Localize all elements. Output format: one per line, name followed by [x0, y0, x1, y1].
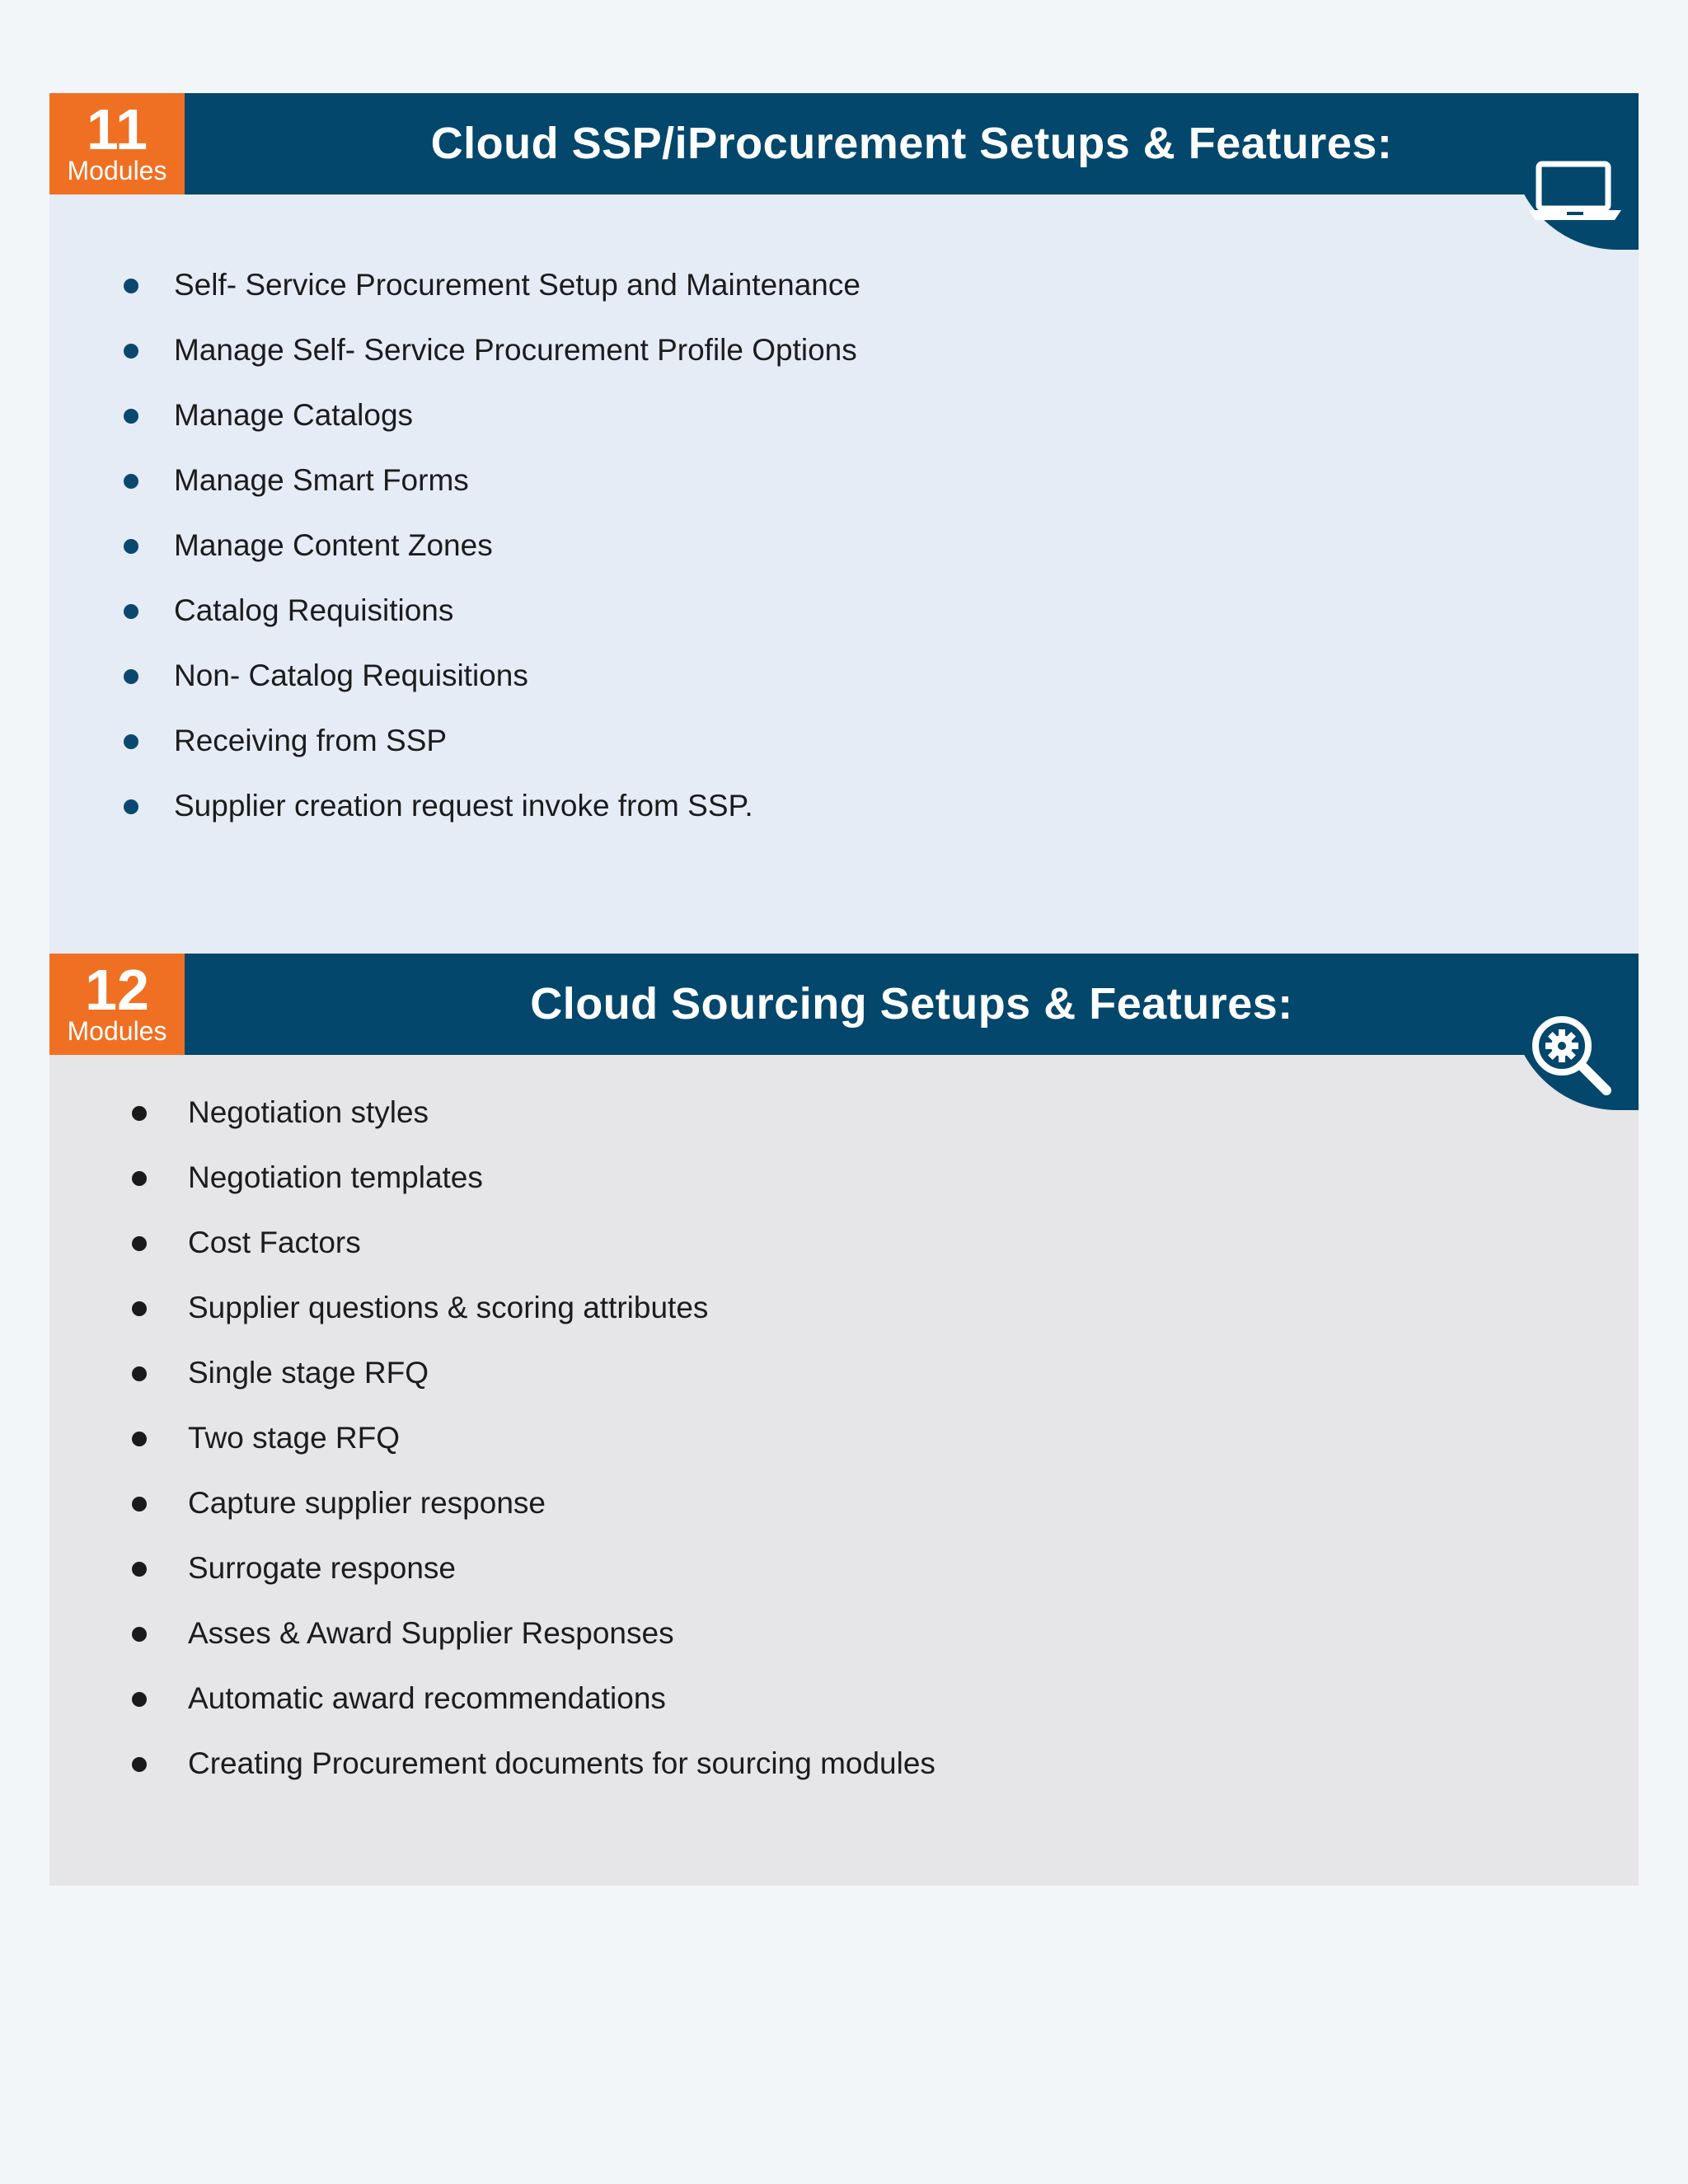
module-section-12 [49, 954, 1639, 1886]
laptop-icon [1527, 159, 1623, 225]
bullet-icon [132, 1366, 147, 1381]
bullet-icon [124, 474, 138, 489]
list-item-text: Catalog Requisitions [174, 593, 454, 627]
magnifier-gear-icon [1527, 1011, 1618, 1102]
list-item-text: Supplier creation request invoke from SSP. [174, 789, 753, 823]
module-badge [49, 93, 185, 194]
magnifier-icon-disc [1511, 1003, 1639, 1110]
section-title: Cloud Sourcing Setups & Features: [530, 979, 1293, 1029]
bullet-icon [124, 409, 138, 424]
bullet-icon [124, 539, 138, 554]
bullet-icon [124, 344, 138, 359]
module-number: 11 [87, 97, 148, 162]
bullet-icon [132, 1692, 147, 1707]
bullet-icon [132, 1171, 147, 1186]
bullet-icon [124, 734, 138, 749]
list-item-text: Asses & Award Supplier Responses [188, 1616, 674, 1650]
list-item-text: Capture supplier response [188, 1486, 546, 1520]
list-item-text: Non- Catalog Requisitions [174, 658, 528, 692]
module-label: Modules [67, 156, 167, 185]
list-item-text: Receiving from SSP [174, 724, 448, 757]
list-item-text: Single stage RFQ [188, 1356, 429, 1390]
list-item-text: Manage Catalogs [174, 398, 414, 432]
bullet-icon [132, 1497, 147, 1511]
list-item-text: Automatic award recommendations [188, 1681, 666, 1715]
section-title: Cloud SSP/iProcurement Setups & Features: [430, 119, 1393, 168]
list-item-text: Self- Service Procurement Setup and Maintenance [174, 268, 860, 302]
bullet-icon [132, 1757, 147, 1772]
list-item-text: Negotiation styles [188, 1095, 429, 1129]
bullet-icon [132, 1106, 147, 1121]
list-item-text: Manage Smart Forms [174, 463, 469, 497]
list-item-text: Creating Procurement documents for sourcing modules [188, 1746, 935, 1780]
module-section-11 [49, 93, 1639, 954]
module-number: 12 [85, 958, 149, 1022]
laptop-icon-disc [1511, 143, 1639, 250]
module-label: Modules [67, 1016, 167, 1046]
list-item-text: Negotiation templates [188, 1160, 483, 1194]
bullet-icon [132, 1301, 147, 1316]
bullet-icon [132, 1562, 147, 1577]
list-item-text: Cost Factors [188, 1226, 361, 1259]
module-badge [49, 954, 185, 1055]
bullet-icon [132, 1627, 147, 1642]
bullet-icon [124, 604, 138, 619]
list-item-text: Surrogate response [188, 1551, 456, 1585]
list-item-text: Supplier questions & scoring attributes [188, 1291, 709, 1324]
bullet-icon [124, 669, 138, 684]
bullet-icon [132, 1236, 147, 1251]
list-item-text: Two stage RFQ [188, 1421, 401, 1455]
bullet-icon [124, 279, 138, 293]
list-item-text: Manage Self- Service Procurement Profile Options [174, 333, 857, 367]
list-item-text: Manage Content Zones [174, 528, 493, 562]
bullet-icon [124, 799, 138, 814]
bullet-icon [132, 1432, 147, 1446]
